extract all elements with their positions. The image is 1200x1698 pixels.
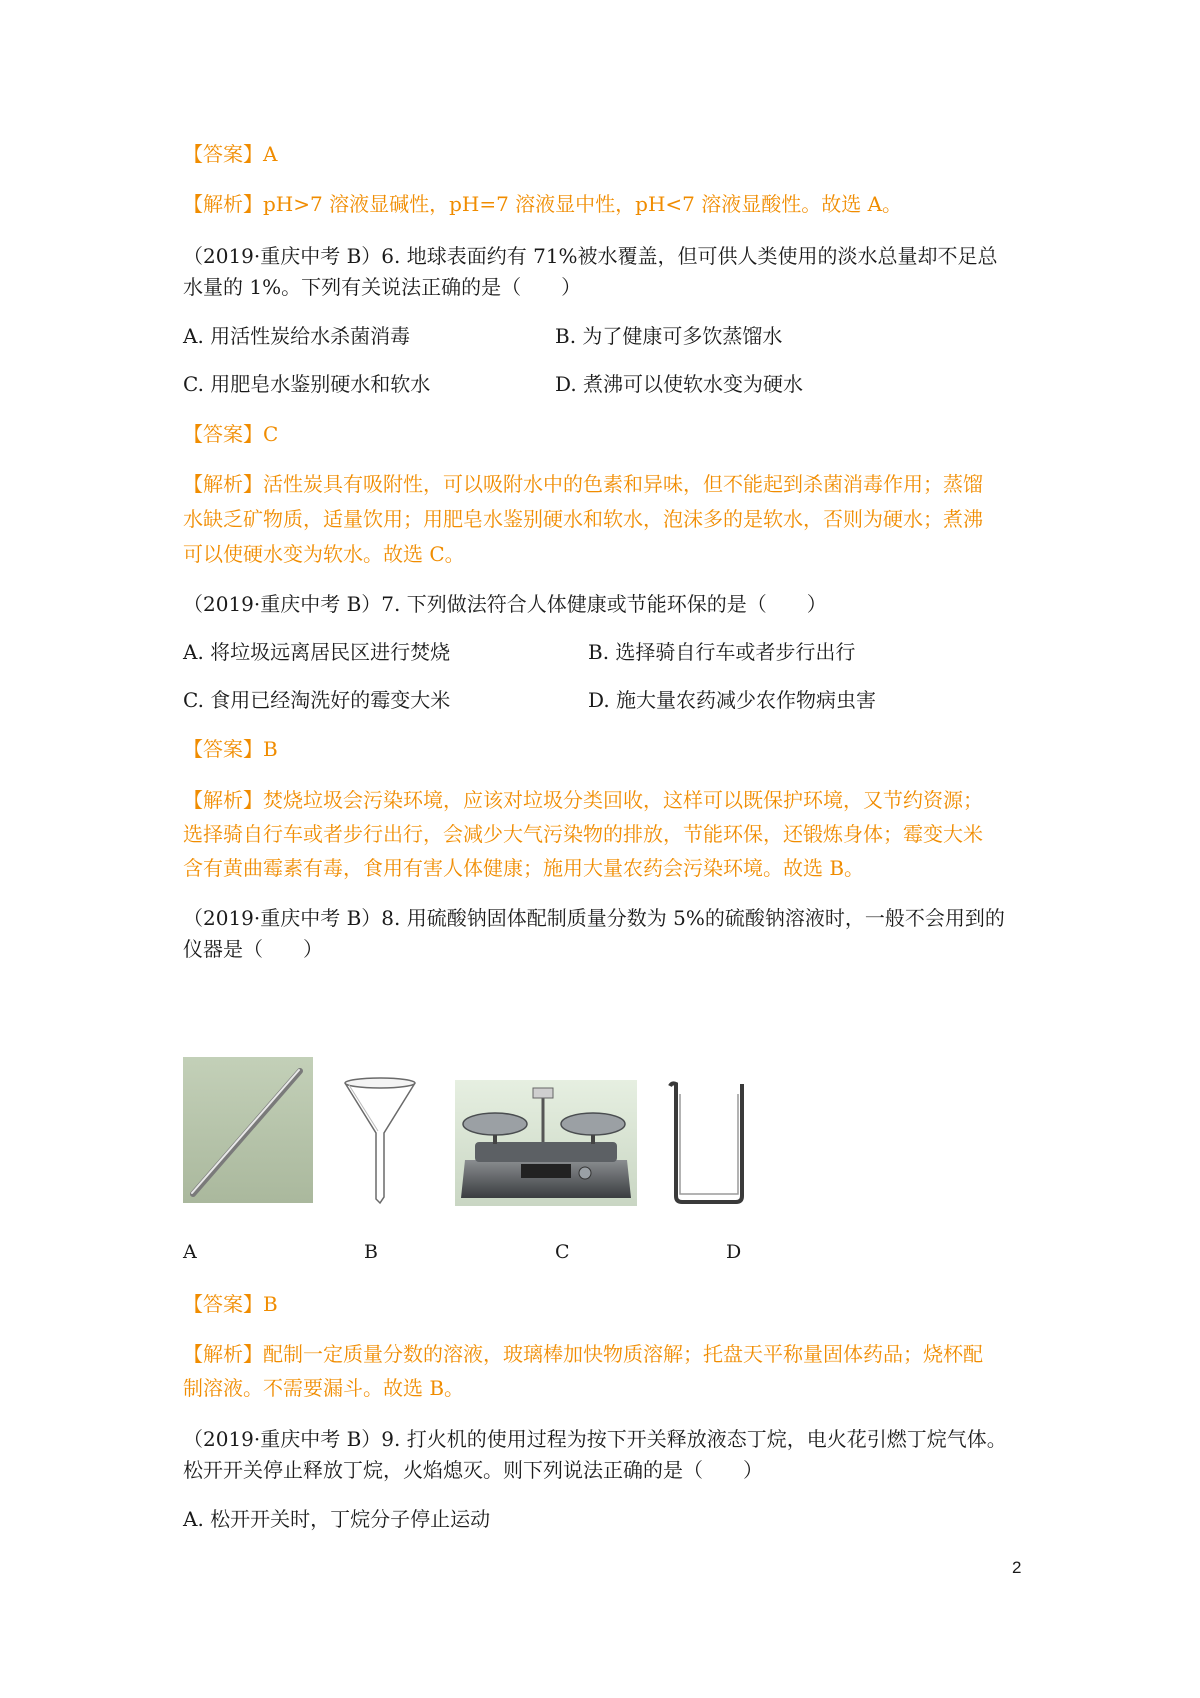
image-label-b: B: [364, 1241, 378, 1263]
question-8-line-2: 仪器是（ ）: [183, 937, 323, 961]
image-label-d: D: [726, 1241, 742, 1263]
analysis-7-line-2: 选择骑自行车或者步行出行，会减少大气污染物的排放，节能环保，还锻炼身体；霉变大米: [183, 822, 983, 846]
image-label-a: A: [183, 1241, 197, 1263]
analysis-6-line-3: 可以使硬水变为软水。故选 C。: [183, 542, 465, 566]
glass-rod-icon: [183, 1057, 313, 1203]
question-7-line-1: （2019·重庆中考 B）7. 下列做法符合人体健康或节能环保的是（ ）: [183, 592, 827, 616]
q6-option-b: B. 为了健康可多饮蒸馏水: [555, 324, 783, 348]
analysis-8-line-1: 【解析】配制一定质量分数的溶液，玻璃棒加快物质溶解；托盘天平称量固体药品；烧杯配: [183, 1342, 983, 1366]
q6-option-d: D. 煮沸可以使软水变为硬水: [555, 372, 804, 396]
answer-6: 【答案】C: [183, 422, 279, 446]
balance-scale-icon: [455, 1080, 637, 1206]
analysis-6-line-1: 【解析】活性炭具有吸附性，可以吸附水中的色素和异味，但不能起到杀菌消毒作用；蒸馏: [183, 472, 983, 496]
answer-7: 【答案】B: [183, 737, 278, 761]
question-8-line-1: （2019·重庆中考 B）8. 用硫酸钠固体配制质量分数为 5%的硫酸钠溶液时，一般不会用到的: [183, 906, 1005, 930]
answer-5: 【答案】A: [183, 142, 278, 166]
q7-option-a: A. 将垃圾远离居民区进行焚烧: [183, 640, 451, 664]
q6-option-c: C. 用肥皂水鉴别硬水和软水: [183, 372, 431, 396]
question-6-line-2: 水量的 1%。下列有关说法正确的是（ ）: [183, 275, 582, 299]
answer-8: 【答案】B: [183, 1292, 278, 1316]
question-6-line-1: （2019·重庆中考 B）6. 地球表面约有 71%被水覆盖，但可供人类使用的淡水总量却不足总: [183, 244, 998, 268]
analysis-8-line-2: 制溶液。不需要漏斗。故选 B。: [183, 1376, 465, 1400]
question-9-line-2: 松开开关停止释放丁烷，火焰熄灭。则下列说法正确的是（ ）: [183, 1458, 763, 1482]
funnel-icon: [340, 1075, 420, 1205]
q7-option-d: D. 施大量农药减少农作物病虫害: [588, 688, 877, 712]
question-9-line-1: （2019·重庆中考 B）9. 打火机的使用过程为按下开关释放液态丁烷，电火花引燃丁烷气体。: [183, 1427, 1007, 1451]
q6-option-a: A. 用活性炭给水杀菌消毒: [183, 324, 411, 348]
analysis-7-line-1: 【解析】焚烧垃圾会污染环境，应该对垃圾分类回收，这样可以既保护环境，又节约资源；: [183, 788, 983, 812]
analysis-7-line-3: 含有黄曲霉素有毒，食用有害人体健康；施用大量农药会污染环境。故选 B。: [183, 856, 865, 880]
analysis-5: 【解析】pH>7 溶液显碱性，pH=7 溶液显中性，pH<7 溶液显酸性。故选 A。: [183, 192, 903, 216]
q7-option-c: C. 食用已经淘洗好的霉变大米: [183, 688, 451, 712]
analysis-6-line-2: 水缺乏矿物质，适量饮用；用肥皂水鉴别硬水和软水，泡沫多的是软水，否则为硬水；煮沸: [183, 507, 983, 531]
q9-option-a: A. 松开开关时，丁烷分子停止运动: [183, 1507, 491, 1531]
beaker-icon: [666, 1080, 750, 1206]
q7-option-b: B. 选择骑自行车或者步行出行: [588, 640, 856, 664]
image-label-c: C: [555, 1241, 570, 1263]
page-number: 2: [1012, 1558, 1022, 1577]
